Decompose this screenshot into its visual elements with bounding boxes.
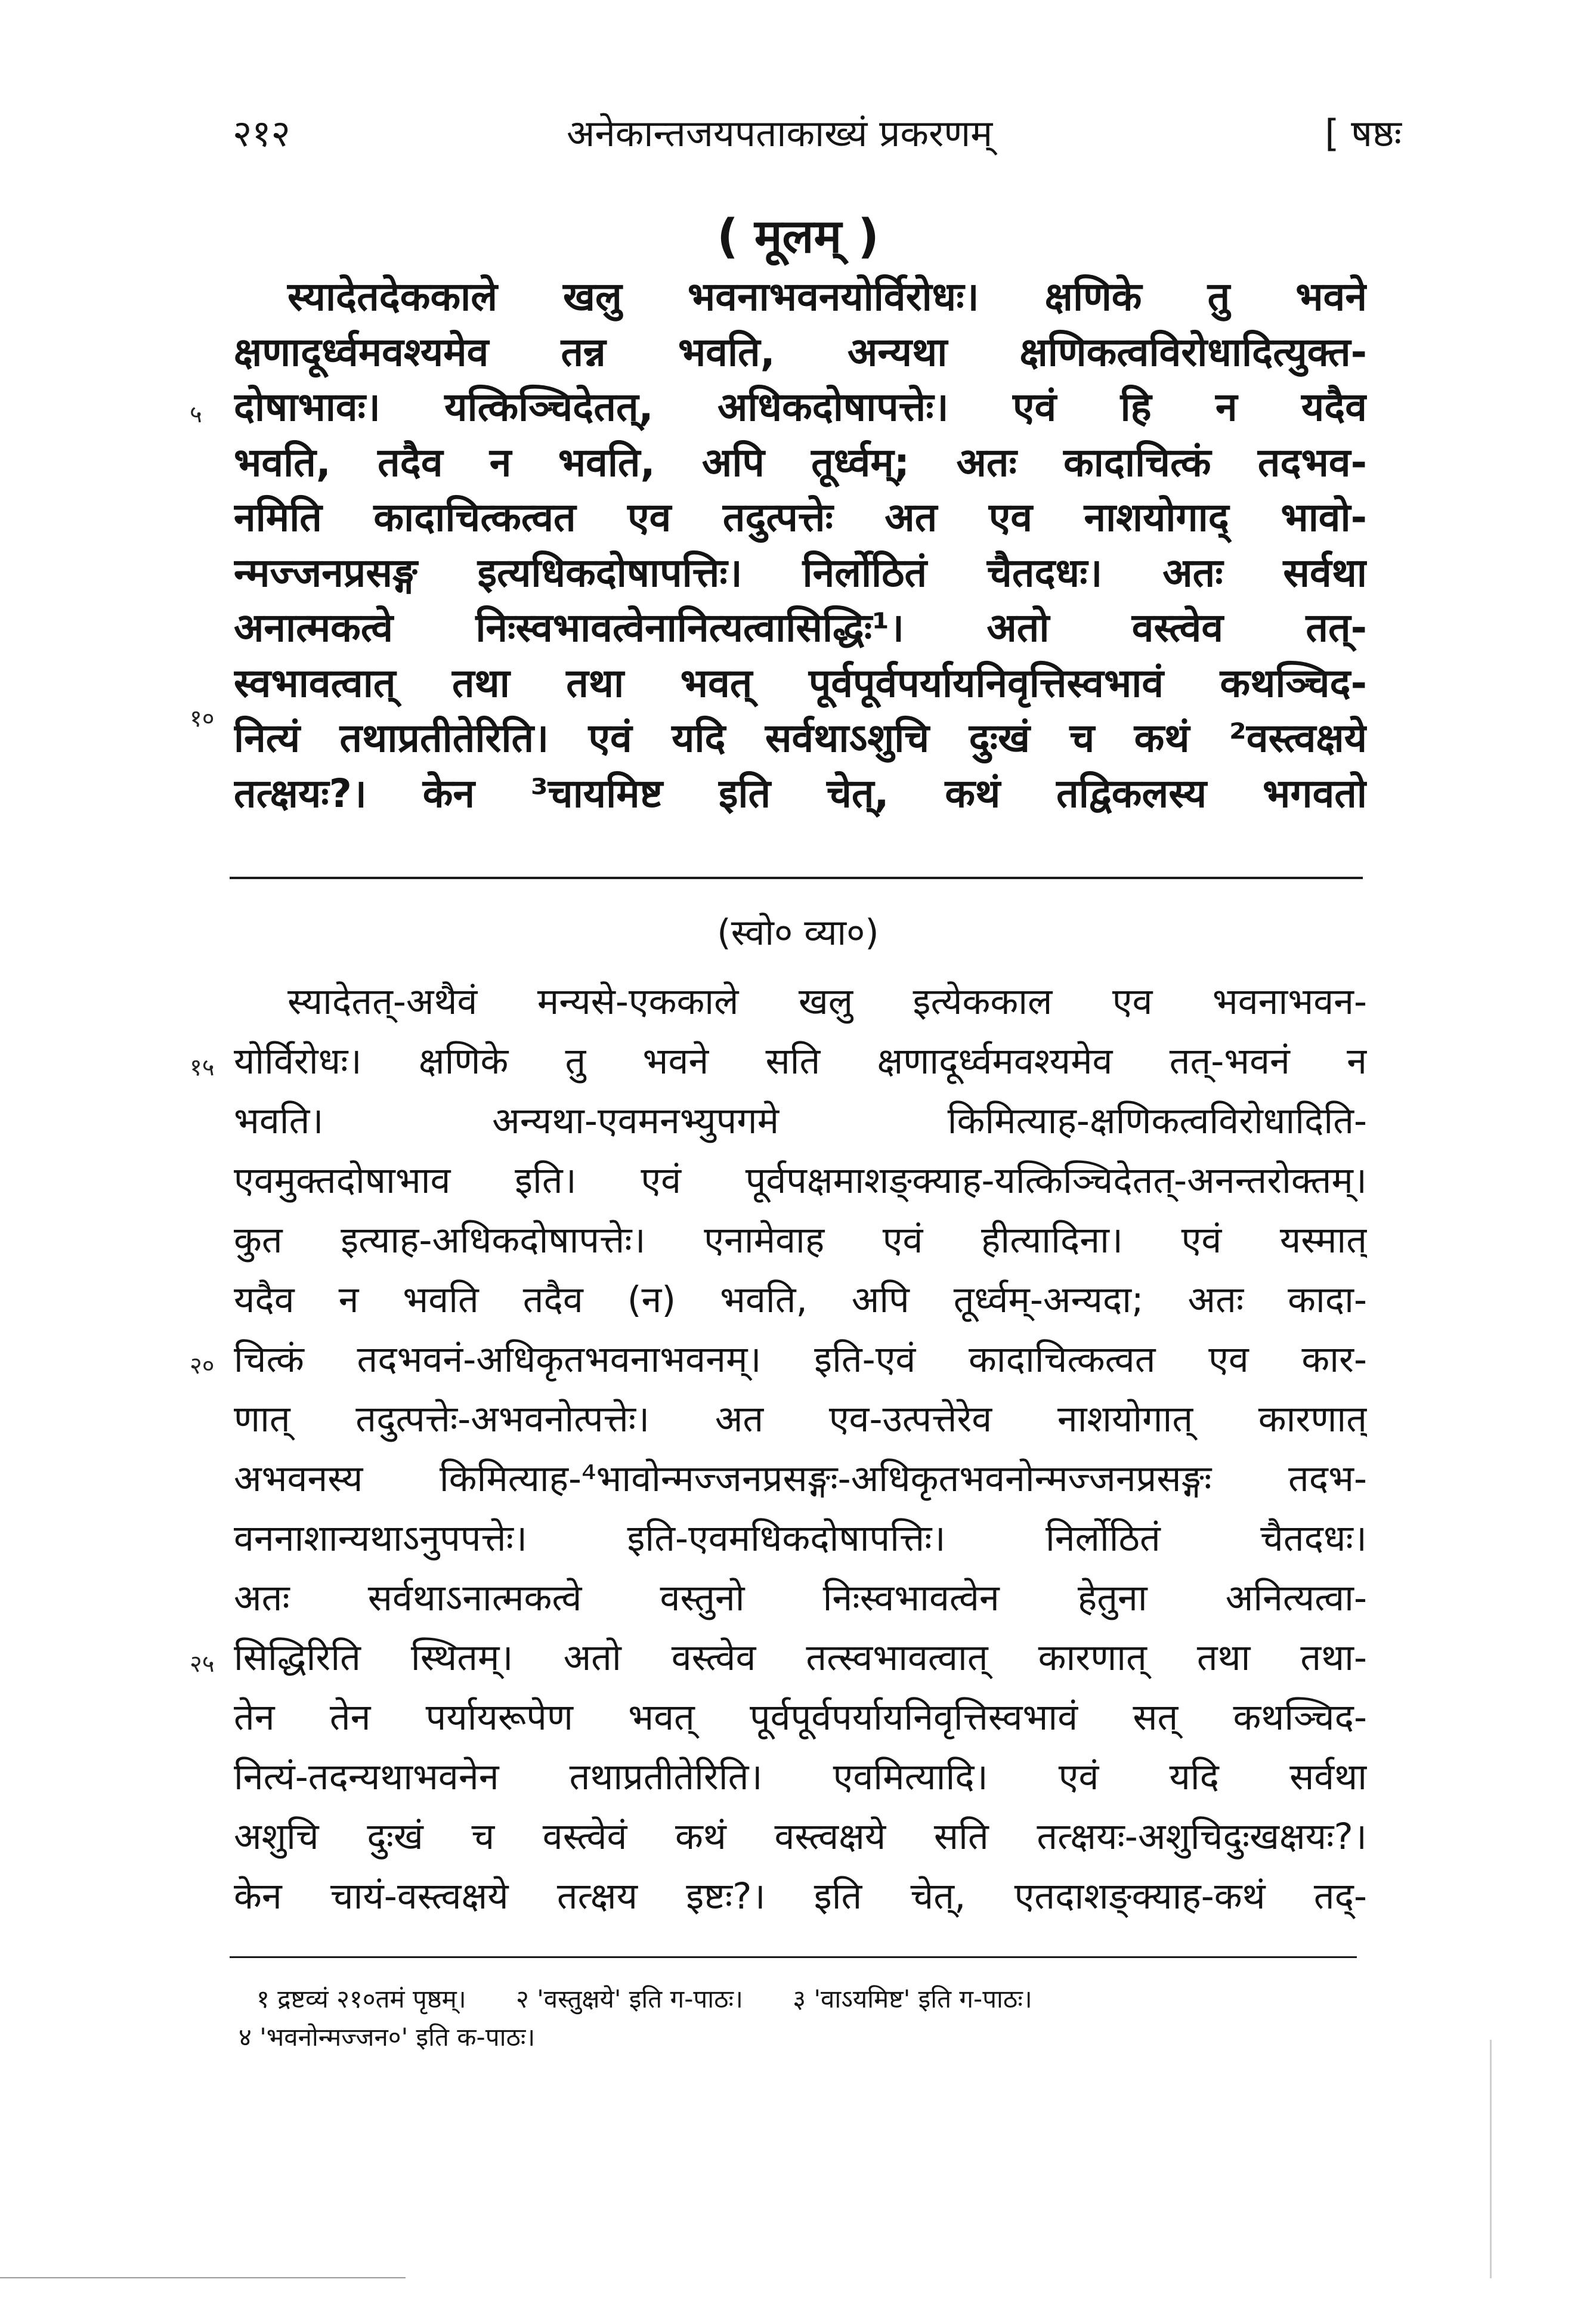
footnote-row [239, 1980, 1372, 2018]
vyakhya-line: अतः सर्वथाऽनात्मकत्वे वस्तुनो निःस्वभावत्वेन हेतुना अनित्यत्वा- [234, 1577, 1367, 1619]
scan-margin-line [1490, 2040, 1492, 2278]
scan-edge-line [0, 2277, 406, 2278]
line-number: १० [190, 705, 215, 732]
footnotes [239, 1980, 1372, 2056]
mula-heading: ( मूलम् ) [717, 210, 879, 264]
vyakhya-line: तेन तेन पर्यायरूपेण भवत् पूर्वपूर्वपर्यायनिवृत्तिस्वभावं सत् कथञ्चिद- [234, 1696, 1367, 1739]
footnote-row [239, 2018, 1372, 2056]
page-number: २१२ [233, 112, 290, 155]
vyakhya-line: नित्यं-तदन्यथाभवनेन तथाप्रतीतेरिति। एवमित्यादि। एवं यदि सर्वथा [234, 1756, 1367, 1798]
footnote: ३ 'वाऽयमिष्ट' इति ग-पाठः। [793, 1984, 1032, 2014]
running-title: अनेकान्तजयपताकाख्यं प्रकरणम् [567, 112, 993, 155]
section-label: [ षष्ठः [1325, 112, 1402, 155]
vyakhya-line: वननाशान्यथाऽनुपपत्तेः। इति-एवमधिकदोषापत्तिः। निर्लोठितं चैतदधः। [234, 1517, 1367, 1560]
vyakhya-line: केन चायं-वस्त्वक्षये तत्क्षय इष्टः?। इति चेत्, एतदाशङ्क्याह-कथं तद्- [234, 1875, 1367, 1918]
vyakhya-heading: (स्वो० व्या०) [717, 912, 879, 954]
footnote: ४ 'भवनोन्मज्जन०' इति क-पाठः। [239, 2022, 536, 2052]
line-number: ५ [190, 401, 202, 428]
vyakhya-line: अशुचि दुःखं च वस्त्वेवं कथं वस्त्वक्षये सति तत्क्षयः-अशुचिदुःखक्षयः?। [234, 1816, 1367, 1858]
vyakhya-line: यदैव न भवति तदैव (न) भवति, अपि तूर्ध्वम्-अन्यदा; अतः कादा- [234, 1279, 1367, 1321]
mula-text [234, 270, 1367, 821]
footnote: २ 'वस्तुक्षये' इति ग-पाठः। [516, 1984, 743, 2014]
mula-line: नित्यं तथाप्रतीतेरिति। एवं यदि सर्वथाऽशुचि दुःखं च कथं ²वस्त्वक्षये [234, 715, 1367, 761]
vyakhya-line: णात् तदुत्पत्तेः-अभवनोत्पत्तेः। अत एव-उत्पत्तेरेव नाशयोगात् कारणात् [234, 1398, 1367, 1440]
line-number: १५ [190, 1054, 215, 1081]
vyakhya-line: योर्विरोधः। क्षणिके तु भवने सति क्षणादूर्ध्वमवश्यमेव तत्-भवनं न [234, 1040, 1367, 1083]
vyakhya-line: चित्कं तदभवनं-अधिकृतभवनाभवनम्। इति-एवं कादाचित्कत्वत एव कार- [234, 1338, 1367, 1381]
vyakhya-line: सिद्धिरिति स्थितम्। अतो वस्त्वेव तत्स्वभावत्वात् कारणात् तथा तथा- [234, 1637, 1367, 1679]
mula-line: दोषाभावः। यत्किञ्चिदेतत्, अधिकदोषापत्तेः। एवं हि न यदैव [234, 384, 1367, 430]
mula-line: नमिति कादाचित्कत्वत एव तदुत्पत्तेः अत एव नाशयोगाद् भावो- [234, 494, 1367, 540]
vyakhya-line: अभवनस्य किमित्याह-⁴भावोन्मज्जनप्रसङ्गः-अधिकृतभवनोन्मज्जनप्रसङ्गः तदभ- [234, 1458, 1367, 1500]
mula-line: स्यादेतदेककाले खलु भवनाभवनयोर्विरोधः। क्षणिके तु भवने [287, 274, 1367, 320]
running-header [233, 101, 1402, 167]
vyakhya-line: भवति। अन्यथा-एवमनभ्युपगमे किमित्याह-क्षणिकत्वविरोधादिति- [234, 1100, 1367, 1142]
vyakhya-line: कुत इत्याह-अधिकदोषापत्तेः। एनामेवाह एवं हीत्यादिना। एवं यस्मात् [234, 1219, 1367, 1261]
vyakhya-text [234, 972, 1367, 1926]
mula-line: अनात्मकत्वे निःस्वभावत्वेनानित्यत्वासिद्धिः¹। अतो वस्त्वेव तत्- [234, 605, 1367, 651]
footnote-divider [230, 1956, 1357, 1958]
mula-line: स्वभावत्वात् तथा तथा भवत् पूर्वपूर्वपर्यायनिवृत्तिस्वभावं कथञ्चिद- [234, 660, 1367, 706]
vyakhya-line: स्यादेतत्-अथैवं मन्यसे-एककाले खलु इत्येककाल एव भवनाभवन- [287, 981, 1367, 1023]
section-divider [230, 877, 1363, 879]
mula-line: भवति, तदैव न भवति, अपि तूर्ध्वम्; अतः कादाचित्कं तदभव- [234, 439, 1367, 485]
line-number: २५ [190, 1650, 215, 1678]
mula-line: न्मज्जनप्रसङ्ग इत्यधिकदोषापत्तिः। निर्लोठितं चैतदधः। अतः सर्वथा [234, 549, 1367, 596]
line-number: २० [190, 1352, 215, 1380]
footnote: १ द्रष्टव्यं २१०तमं पृष्ठम्। [256, 1984, 466, 2014]
vyakhya-line: एवमुक्तदोषाभाव इति। एवं पूर्वपक्षमाशङ्क्याह-यत्किञ्चिदेतत्-अनन्तरोक्तम्। [234, 1159, 1367, 1202]
mula-line: क्षणादूर्ध्वमवश्यमेव तन्न भवति, अन्यथा क्षणिकत्वविरोधादित्युक्त- [234, 329, 1367, 375]
mula-line: तत्क्षयः?। केन ³चायमिष्ट इति चेत्, कथं तद्विकलस्य भगवतो [234, 770, 1367, 817]
